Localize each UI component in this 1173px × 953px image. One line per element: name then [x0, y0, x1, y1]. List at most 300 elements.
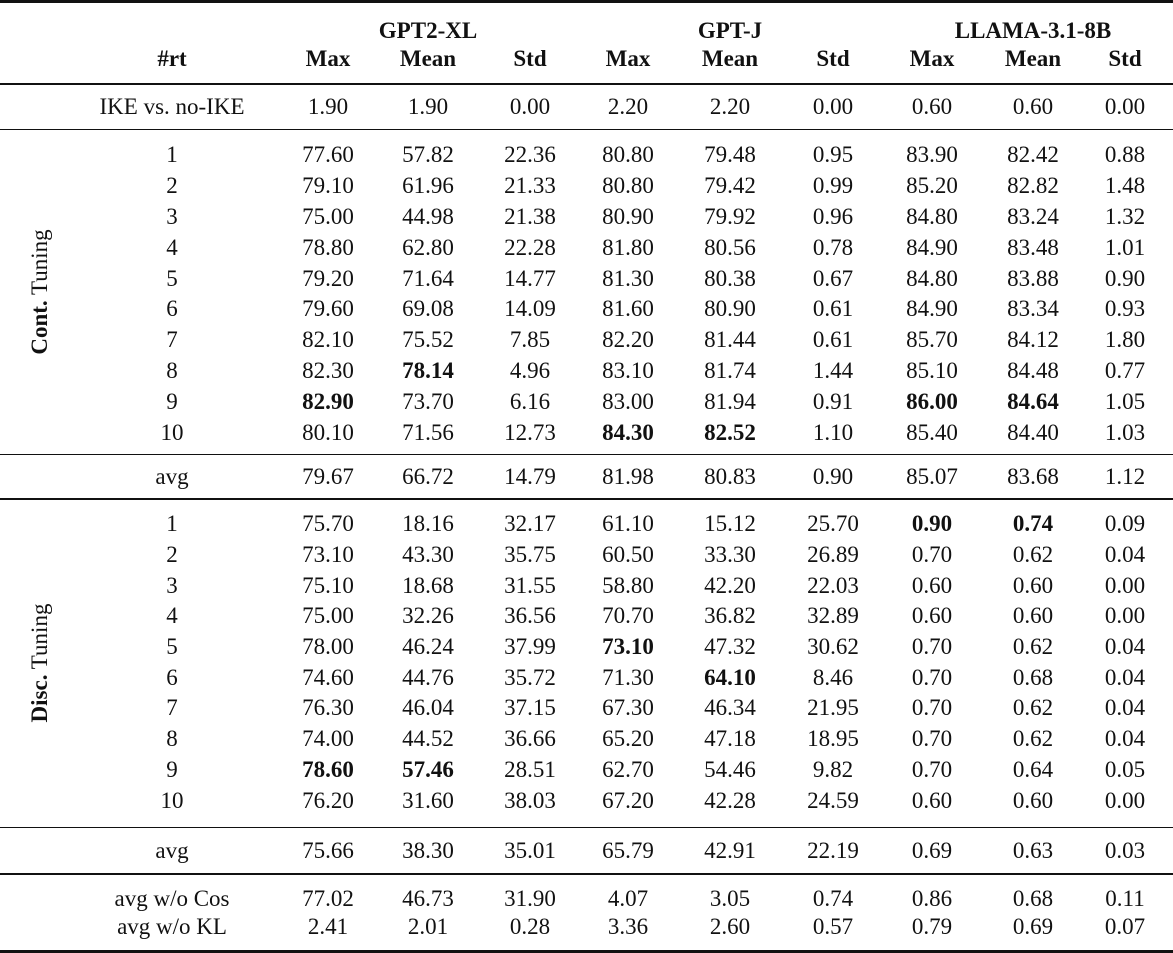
- table-row: [0, 202, 1173, 233]
- value-cell: 18.16: [402, 511, 454, 537]
- value-cell: 0.86: [911, 885, 953, 911]
- value-cell: 0.04: [1104, 726, 1146, 752]
- value-cell: 42.20: [704, 572, 756, 598]
- value-cell: 44.52: [402, 726, 454, 752]
- value-cell: 73.10: [302, 542, 354, 567]
- value-cell: 82.82: [1007, 173, 1059, 199]
- value-cell: 46.34: [704, 695, 756, 721]
- value-cell: 82.52: [704, 419, 756, 445]
- value-cell: 0.60: [1012, 603, 1054, 629]
- model-header: GPT2-XL: [378, 18, 478, 43]
- value-cell: 25.70: [807, 511, 859, 537]
- row-label: 8: [166, 726, 178, 752]
- value-cell: 83.88: [1007, 265, 1059, 291]
- value-cell: 75.00: [302, 603, 354, 629]
- value-cell: 12.73: [504, 419, 556, 445]
- ablation-section: [0, 875, 1173, 950]
- value-cell: 0.90: [911, 511, 953, 537]
- value-cell: 35.01: [504, 837, 556, 863]
- value-cell: 84.48: [1007, 357, 1059, 383]
- table-row: [0, 601, 1173, 632]
- value-cell: 36.66: [504, 726, 556, 752]
- value-cell: 1.12: [1104, 463, 1146, 489]
- value-cell: 85.07: [906, 463, 958, 489]
- disc-tuning-section: [0, 500, 1173, 827]
- row-label: 2: [166, 542, 178, 567]
- value-cell: 0.91: [812, 388, 854, 414]
- value-cell: 0.78: [812, 234, 854, 260]
- value-cell: 75.70: [302, 511, 354, 537]
- value-cell: 84.12: [1007, 327, 1059, 353]
- row-label: avg: [155, 837, 189, 863]
- value-cell: 47.18: [704, 726, 756, 752]
- value-cell: 0.00: [509, 93, 551, 119]
- table-row: [0, 913, 1173, 941]
- value-cell: 38.03: [504, 787, 556, 813]
- table-row: [0, 540, 1173, 571]
- table-row: [0, 232, 1173, 263]
- value-cell: 81.74: [704, 357, 756, 383]
- value-cell: 15.12: [704, 511, 756, 537]
- value-cell: 46.04: [402, 695, 454, 721]
- row-label: 5: [166, 265, 178, 291]
- value-cell: 1.44: [812, 357, 854, 383]
- value-cell: 64.10: [704, 664, 756, 690]
- value-cell: 0.62: [1012, 542, 1054, 567]
- value-cell: 0.64: [1012, 756, 1054, 782]
- value-cell: 84.90: [906, 234, 958, 260]
- value-cell: 22.28: [504, 234, 556, 260]
- value-cell: 71.64: [402, 265, 454, 291]
- value-cell: 24.59: [807, 787, 859, 813]
- value-cell: 78.14: [402, 357, 454, 383]
- value-cell: 22.19: [807, 837, 859, 863]
- group-label-rest: Tuning: [27, 603, 52, 675]
- table-row: [0, 885, 1173, 913]
- row-label: 10: [160, 787, 184, 813]
- table-row: [0, 509, 1173, 540]
- value-cell: 14.79: [504, 463, 556, 489]
- row-label: 6: [166, 664, 178, 690]
- table-row: [0, 693, 1173, 724]
- value-cell: 1.48: [1104, 173, 1146, 199]
- metric-header: Mean: [1004, 46, 1062, 71]
- value-cell: 14.77: [504, 265, 556, 291]
- value-cell: 2.60: [709, 913, 751, 939]
- value-cell: 0.11: [1105, 885, 1145, 911]
- row-label: 7: [166, 327, 178, 353]
- ike-section: [0, 85, 1173, 129]
- table-row: [0, 325, 1173, 356]
- value-cell: 66.72: [402, 463, 454, 489]
- value-cell: 75.52: [402, 327, 454, 353]
- value-cell: 60.50: [602, 542, 654, 567]
- value-cell: 80.90: [704, 296, 756, 322]
- value-cell: 69.08: [402, 296, 454, 322]
- value-cell: 0.70: [911, 664, 953, 690]
- group-label-rest: Tuning: [27, 229, 52, 301]
- row-label: 4: [166, 603, 178, 629]
- table-header: [0, 3, 1173, 83]
- table-row: [0, 140, 1173, 171]
- value-cell: 85.70: [906, 327, 958, 353]
- table-row: [0, 417, 1173, 448]
- value-cell: 85.20: [906, 173, 958, 199]
- value-cell: 18.68: [402, 572, 454, 598]
- value-cell: 0.69: [911, 837, 953, 863]
- value-cell: 1.80: [1104, 327, 1146, 353]
- rt-header: #rt: [157, 46, 187, 71]
- value-cell: 81.94: [704, 388, 756, 414]
- value-cell: 67.20: [602, 787, 654, 813]
- value-cell: 65.20: [602, 726, 654, 752]
- value-cell: 43.30: [402, 542, 454, 567]
- value-cell: 36.56: [504, 603, 556, 629]
- value-cell: 65.79: [602, 837, 654, 863]
- value-cell: 0.60: [911, 603, 953, 629]
- value-cell: 4.07: [607, 885, 649, 911]
- value-cell: 0.05: [1104, 756, 1146, 782]
- metric-header: Mean: [399, 46, 457, 71]
- value-cell: 0.28: [509, 913, 551, 939]
- value-cell: 0.69: [1012, 913, 1054, 939]
- value-cell: 30.62: [807, 634, 859, 660]
- value-cell: 86.00: [906, 388, 958, 414]
- value-cell: 58.80: [602, 572, 654, 598]
- row-label: 2: [166, 173, 178, 199]
- value-cell: 35.72: [504, 664, 556, 690]
- value-cell: 62.80: [402, 234, 454, 260]
- value-cell: 0.79: [911, 913, 953, 939]
- value-cell: 83.90: [906, 142, 958, 168]
- value-cell: 82.20: [602, 327, 654, 353]
- table-row: [0, 356, 1173, 387]
- metric-header: Std: [816, 46, 850, 71]
- group-label-bold: Disc.: [27, 674, 52, 723]
- value-cell: 2.20: [709, 93, 751, 119]
- value-cell: 0.60: [1012, 572, 1054, 598]
- value-cell: 0.04: [1104, 695, 1146, 721]
- value-cell: 21.38: [504, 203, 556, 229]
- value-cell: 0.88: [1104, 142, 1146, 168]
- row-label: IKE vs. no-IKE: [99, 93, 245, 119]
- value-cell: 82.30: [302, 357, 354, 383]
- value-cell: 37.15: [504, 695, 556, 721]
- value-cell: 47.32: [704, 634, 756, 660]
- row-label: 3: [166, 572, 178, 598]
- value-cell: 78.00: [302, 634, 354, 660]
- value-cell: 44.76: [402, 664, 454, 690]
- row-label: 7: [166, 695, 178, 721]
- value-cell: 0.95: [812, 142, 854, 168]
- value-cell: 28.51: [504, 756, 556, 782]
- table-row: [0, 828, 1173, 873]
- value-cell: 80.90: [602, 203, 654, 229]
- value-cell: 82.90: [302, 388, 354, 414]
- cont-tuning-section: [0, 130, 1173, 454]
- value-cell: 85.40: [906, 419, 958, 445]
- table-row: [0, 570, 1173, 601]
- value-cell: 32.26: [402, 603, 454, 629]
- value-cell: 0.90: [1104, 265, 1146, 291]
- value-cell: 0.96: [812, 203, 854, 229]
- value-cell: 0.03: [1104, 837, 1146, 863]
- value-cell: 80.56: [704, 234, 756, 260]
- value-cell: 0.70: [911, 634, 953, 660]
- value-cell: 0.00: [1104, 93, 1146, 119]
- value-cell: 0.04: [1104, 664, 1146, 690]
- value-cell: 75.00: [302, 203, 354, 229]
- table-row: [0, 386, 1173, 417]
- value-cell: 83.68: [1007, 463, 1059, 489]
- value-cell: 0.93: [1104, 296, 1146, 322]
- value-cell: 38.30: [402, 837, 454, 863]
- value-cell: 0.70: [911, 756, 953, 782]
- value-cell: 14.09: [504, 296, 556, 322]
- value-cell: 80.38: [704, 265, 756, 291]
- group-label-bold: Cont.: [27, 300, 52, 355]
- value-cell: 77.02: [302, 885, 354, 911]
- value-cell: 84.40: [1007, 419, 1059, 445]
- value-cell: 0.74: [1012, 511, 1054, 537]
- value-cell: 0.57: [812, 913, 854, 939]
- value-cell: 61.96: [402, 173, 454, 199]
- value-cell: 1.05: [1104, 388, 1146, 414]
- model-header: LLAMA-3.1-8B: [954, 18, 1112, 43]
- value-cell: 80.80: [602, 173, 654, 199]
- value-cell: 3.36: [607, 913, 649, 939]
- value-cell: 26.89: [807, 542, 859, 567]
- value-cell: 76.30: [302, 695, 354, 721]
- value-cell: 21.33: [504, 173, 556, 199]
- row-label: 1: [166, 142, 178, 168]
- metric-header: Std: [513, 46, 547, 71]
- value-cell: 32.17: [504, 511, 556, 537]
- value-cell: 0.00: [1104, 603, 1146, 629]
- value-cell: 0.99: [812, 173, 854, 199]
- row-label: 1: [166, 511, 178, 537]
- metric-header: Max: [909, 46, 955, 71]
- value-cell: 84.80: [906, 265, 958, 291]
- model-header: GPT-J: [697, 18, 763, 43]
- row-label: 3: [166, 203, 178, 229]
- value-cell: 0.62: [1012, 726, 1054, 752]
- value-cell: 1.01: [1104, 234, 1146, 260]
- table-row: [0, 85, 1173, 129]
- table-row: [0, 294, 1173, 325]
- value-cell: 0.09: [1104, 511, 1146, 537]
- value-cell: 73.10: [602, 634, 654, 660]
- cont-avg-section: [0, 455, 1173, 498]
- value-cell: 0.62: [1012, 634, 1054, 660]
- value-cell: 7.85: [509, 327, 551, 353]
- value-cell: 83.48: [1007, 234, 1059, 260]
- value-cell: 0.77: [1104, 357, 1146, 383]
- value-cell: 0.68: [1012, 885, 1054, 911]
- row-label: 5: [166, 634, 178, 660]
- row-label: 6: [166, 296, 178, 322]
- value-cell: 74.60: [302, 664, 354, 690]
- value-cell: 0.60: [1012, 93, 1054, 119]
- value-cell: 1.03: [1104, 419, 1146, 445]
- value-cell: 79.10: [302, 173, 354, 199]
- value-cell: 81.60: [602, 296, 654, 322]
- value-cell: 83.00: [602, 388, 654, 414]
- value-cell: 83.24: [1007, 203, 1059, 229]
- value-cell: 73.70: [402, 388, 454, 414]
- value-cell: 0.60: [911, 787, 953, 813]
- value-cell: 77.60: [302, 142, 354, 168]
- disc-avg-section: [0, 828, 1173, 873]
- row-label: 8: [166, 357, 178, 383]
- value-cell: 1.90: [307, 93, 349, 119]
- value-cell: 71.56: [402, 419, 454, 445]
- row-label: 4: [166, 234, 178, 260]
- value-cell: 42.91: [704, 837, 756, 863]
- value-cell: 0.74: [812, 885, 854, 911]
- value-cell: 2.20: [607, 93, 649, 119]
- value-cell: 79.20: [302, 265, 354, 291]
- value-cell: 0.61: [812, 296, 854, 322]
- value-cell: 79.42: [704, 173, 756, 199]
- value-cell: 78.80: [302, 234, 354, 260]
- value-cell: 62.70: [602, 756, 654, 782]
- value-cell: 2.41: [307, 913, 349, 939]
- row-label: 10: [160, 419, 184, 445]
- value-cell: 78.60: [302, 756, 354, 782]
- value-cell: 71.30: [602, 664, 654, 690]
- value-cell: 8.46: [812, 664, 854, 690]
- value-cell: 36.82: [704, 603, 756, 629]
- bottom-rule: [0, 950, 1173, 953]
- table-row: [0, 632, 1173, 663]
- value-cell: 18.95: [807, 726, 859, 752]
- value-cell: 33.30: [704, 542, 756, 567]
- value-cell: 82.10: [302, 327, 354, 353]
- value-cell: 0.70: [911, 726, 953, 752]
- value-cell: 80.83: [704, 463, 756, 489]
- value-cell: 42.28: [704, 787, 756, 813]
- row-label: 9: [166, 388, 178, 414]
- value-cell: 79.67: [302, 463, 354, 489]
- value-cell: 82.42: [1007, 142, 1059, 168]
- table-row: [0, 455, 1173, 498]
- value-cell: 0.60: [1012, 787, 1054, 813]
- metric-header: Max: [605, 46, 651, 71]
- metric-header: Max: [305, 46, 351, 71]
- metric-header: Mean: [701, 46, 759, 71]
- table-row: [0, 754, 1173, 785]
- value-cell: 0.70: [911, 542, 953, 567]
- value-cell: 31.90: [504, 885, 556, 911]
- value-cell: 80.10: [302, 419, 354, 445]
- value-cell: 84.64: [1007, 388, 1059, 414]
- value-cell: 81.44: [704, 327, 756, 353]
- value-cell: 74.00: [302, 726, 354, 752]
- value-cell: 31.60: [402, 787, 454, 813]
- value-cell: 22.03: [807, 572, 859, 598]
- value-cell: 81.80: [602, 234, 654, 260]
- value-cell: 79.48: [704, 142, 756, 168]
- value-cell: 70.70: [602, 603, 654, 629]
- value-cell: 57.46: [402, 756, 454, 782]
- value-cell: 76.20: [302, 787, 354, 813]
- value-cell: 0.60: [911, 93, 953, 119]
- value-cell: 6.16: [509, 388, 551, 414]
- value-cell: 9.82: [812, 756, 854, 782]
- value-cell: 84.30: [602, 419, 654, 445]
- value-cell: 0.61: [812, 327, 854, 353]
- value-cell: 3.05: [709, 885, 751, 911]
- table-row: [0, 724, 1173, 755]
- value-cell: 0.90: [812, 463, 854, 489]
- value-cell: 46.73: [402, 885, 454, 911]
- value-cell: 35.75: [504, 542, 556, 567]
- value-cell: 0.00: [812, 93, 854, 119]
- value-cell: 54.46: [704, 756, 756, 782]
- metric-header: Std: [1108, 46, 1142, 71]
- value-cell: 2.01: [407, 913, 449, 939]
- table-row: [0, 171, 1173, 202]
- table-row: [0, 662, 1173, 693]
- value-cell: 75.10: [302, 572, 354, 598]
- row-label: avg w/o KL: [117, 913, 227, 939]
- value-cell: 0.68: [1012, 664, 1054, 690]
- row-label: avg: [155, 463, 189, 489]
- value-cell: 0.00: [1104, 787, 1146, 813]
- value-cell: 0.60: [911, 572, 953, 598]
- value-cell: 37.99: [504, 634, 556, 660]
- row-label: 9: [166, 756, 178, 782]
- value-cell: 81.98: [602, 463, 654, 489]
- value-cell: 1.90: [407, 93, 449, 119]
- value-cell: 84.90: [906, 296, 958, 322]
- value-cell: 22.36: [504, 142, 556, 168]
- value-cell: 0.07: [1104, 913, 1146, 939]
- row-label: avg w/o Cos: [114, 885, 230, 911]
- value-cell: 0.70: [911, 695, 953, 721]
- value-cell: 1.32: [1104, 203, 1146, 229]
- value-cell: 79.60: [302, 296, 354, 322]
- value-cell: 83.34: [1007, 296, 1059, 322]
- value-cell: 85.10: [906, 357, 958, 383]
- value-cell: 46.24: [402, 634, 454, 660]
- value-cell: 81.30: [602, 265, 654, 291]
- value-cell: 0.62: [1012, 695, 1054, 721]
- value-cell: 32.89: [807, 603, 859, 629]
- value-cell: 61.10: [602, 511, 654, 537]
- table-row: [0, 785, 1173, 816]
- value-cell: 0.67: [812, 265, 854, 291]
- value-cell: 4.96: [509, 357, 551, 383]
- value-cell: 83.10: [602, 357, 654, 383]
- value-cell: 0.04: [1104, 542, 1146, 567]
- table-row: [0, 263, 1173, 294]
- value-cell: 57.82: [402, 142, 454, 168]
- value-cell: 1.10: [812, 419, 854, 445]
- value-cell: 44.98: [402, 203, 454, 229]
- value-cell: 0.63: [1012, 837, 1054, 863]
- value-cell: 67.30: [602, 695, 654, 721]
- value-cell: 31.55: [504, 572, 556, 598]
- value-cell: 0.00: [1104, 572, 1146, 598]
- value-cell: 84.80: [906, 203, 958, 229]
- value-cell: 79.92: [704, 203, 756, 229]
- value-cell: 21.95: [807, 695, 859, 721]
- value-cell: 80.80: [602, 142, 654, 168]
- value-cell: 0.04: [1104, 634, 1146, 660]
- value-cell: 75.66: [302, 837, 354, 863]
